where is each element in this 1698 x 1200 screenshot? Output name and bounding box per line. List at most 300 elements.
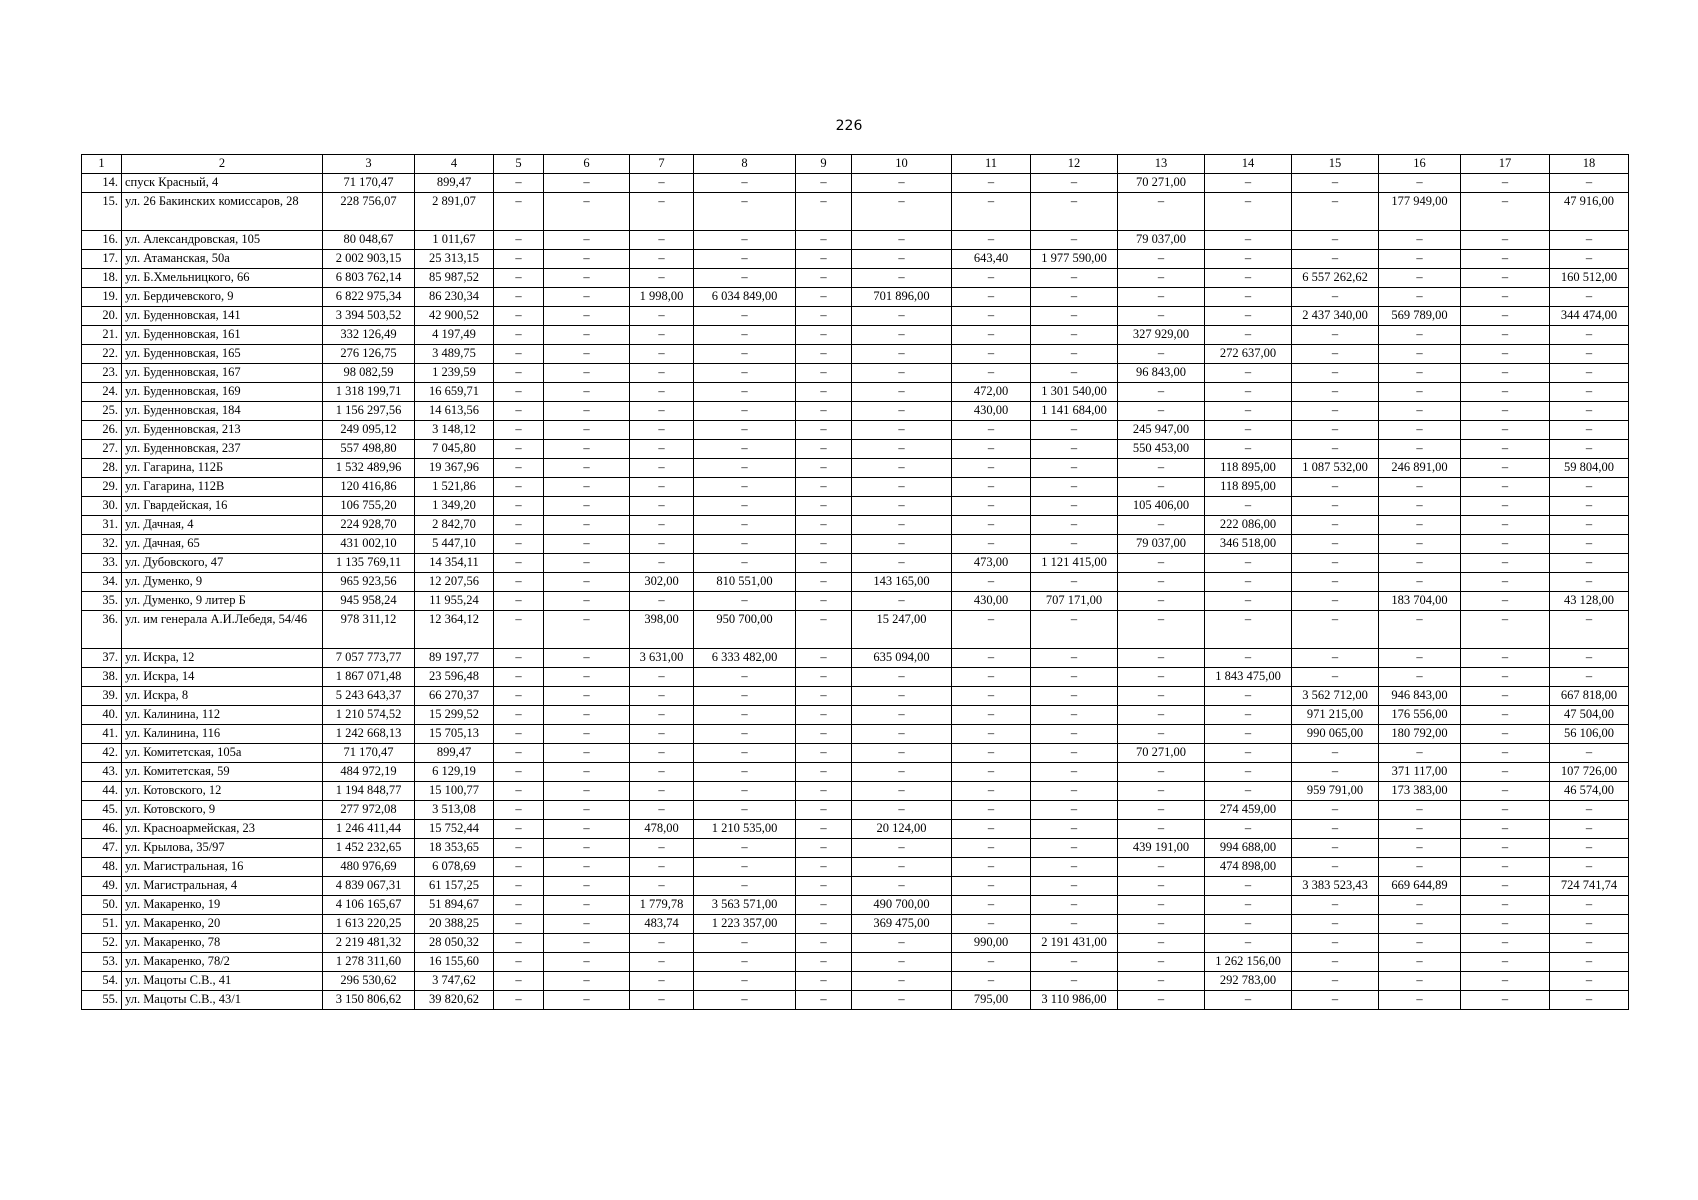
empty-value-cell: – (1031, 269, 1118, 288)
empty-value-cell: – (494, 896, 544, 915)
empty-value-cell: – (1461, 611, 1550, 649)
empty-value-cell: – (1118, 953, 1205, 972)
empty-value-cell: – (544, 820, 630, 839)
empty-value-cell: – (796, 269, 852, 288)
row-number-cell: 40. (82, 706, 122, 725)
table-row (82, 744, 1629, 763)
table-row (82, 231, 1629, 250)
empty-value-cell: – (494, 497, 544, 516)
empty-value-cell: – (796, 687, 852, 706)
empty-value-cell: – (1292, 744, 1379, 763)
empty-value-cell: – (1461, 801, 1550, 820)
row-number-cell: 16. (82, 231, 122, 250)
empty-value-cell: – (796, 763, 852, 782)
empty-value-cell: – (694, 174, 796, 193)
empty-value-cell: – (1205, 326, 1292, 345)
amount-cell: 15 752,44 (415, 820, 494, 839)
empty-value-cell: – (1379, 934, 1461, 953)
empty-value-cell: – (852, 801, 952, 820)
empty-value-cell: – (544, 364, 630, 383)
empty-value-cell: – (1461, 896, 1550, 915)
empty-value-cell: – (494, 877, 544, 896)
table-row (82, 820, 1629, 839)
empty-value-cell: – (1550, 421, 1629, 440)
empty-value-cell: – (1461, 668, 1550, 687)
amount-cell: 47 916,00 (1550, 193, 1629, 231)
empty-value-cell: – (694, 497, 796, 516)
address-cell: ул. Мацоты С.В., 43/1 (122, 991, 323, 1010)
address-cell: ул. Котовского, 9 (122, 801, 323, 820)
table-row (82, 364, 1629, 383)
empty-value-cell: – (494, 364, 544, 383)
empty-value-cell: – (1205, 782, 1292, 801)
amount-cell: 643,40 (952, 250, 1031, 269)
empty-value-cell: – (1461, 497, 1550, 516)
row-number-cell: 48. (82, 858, 122, 877)
empty-value-cell: – (1550, 573, 1629, 592)
empty-value-cell: – (544, 877, 630, 896)
amount-cell: 246 891,00 (1379, 459, 1461, 478)
amount-cell: 1 011,67 (415, 231, 494, 250)
table-row (82, 611, 1629, 649)
empty-value-cell: – (544, 231, 630, 250)
empty-value-cell: – (694, 706, 796, 725)
amount-cell: 245 947,00 (1118, 421, 1205, 440)
empty-value-cell: – (1031, 915, 1118, 934)
table-row (82, 839, 1629, 858)
amount-cell: 1 301 540,00 (1031, 383, 1118, 402)
amount-cell: 277 972,08 (323, 801, 415, 820)
address-cell: ул. Комитетская, 59 (122, 763, 323, 782)
address-cell: ул. Магистральная, 16 (122, 858, 323, 877)
amount-cell: 160 512,00 (1550, 269, 1629, 288)
empty-value-cell: – (630, 991, 694, 1010)
empty-value-cell: – (952, 364, 1031, 383)
table-row (82, 991, 1629, 1010)
amount-cell: 39 820,62 (415, 991, 494, 1010)
amount-cell: 28 050,32 (415, 934, 494, 953)
empty-value-cell: – (544, 896, 630, 915)
column-header: 14 (1205, 155, 1292, 174)
address-cell: ул. Макаренко, 19 (122, 896, 323, 915)
empty-value-cell: – (694, 478, 796, 497)
empty-value-cell: – (1461, 858, 1550, 877)
empty-value-cell: – (1118, 896, 1205, 915)
empty-value-cell: – (1292, 402, 1379, 421)
empty-value-cell: – (852, 592, 952, 611)
address-cell: ул. Буденновская, 165 (122, 345, 323, 364)
amount-cell: 96 843,00 (1118, 364, 1205, 383)
empty-value-cell: – (694, 193, 796, 231)
empty-value-cell: – (1118, 383, 1205, 402)
empty-value-cell: – (1031, 231, 1118, 250)
amount-cell: 42 900,52 (415, 307, 494, 326)
address-cell: ул. Дачная, 4 (122, 516, 323, 535)
empty-value-cell: – (494, 345, 544, 364)
amount-cell: 1 998,00 (630, 288, 694, 307)
empty-value-cell: – (1292, 345, 1379, 364)
empty-value-cell: – (1031, 440, 1118, 459)
address-cell: ул. Думенко, 9 (122, 573, 323, 592)
empty-value-cell: – (852, 934, 952, 953)
empty-value-cell: – (1118, 573, 1205, 592)
empty-value-cell: – (852, 687, 952, 706)
amount-cell: 1 452 232,65 (323, 839, 415, 858)
empty-value-cell: – (796, 839, 852, 858)
empty-value-cell: – (694, 725, 796, 744)
empty-value-cell: – (694, 383, 796, 402)
table-row (82, 383, 1629, 402)
amount-cell: 398,00 (630, 611, 694, 649)
empty-value-cell: – (494, 706, 544, 725)
empty-value-cell: – (494, 250, 544, 269)
empty-value-cell: – (694, 440, 796, 459)
address-cell: ул. Думенко, 9 литер Б (122, 592, 323, 611)
row-number-cell: 26. (82, 421, 122, 440)
empty-value-cell: – (1292, 478, 1379, 497)
table-row (82, 687, 1629, 706)
empty-value-cell: – (1118, 478, 1205, 497)
empty-value-cell: – (1118, 877, 1205, 896)
row-number-cell: 20. (82, 307, 122, 326)
empty-value-cell: – (544, 858, 630, 877)
empty-value-cell: – (694, 592, 796, 611)
empty-value-cell: – (796, 991, 852, 1010)
empty-value-cell: – (694, 554, 796, 573)
amount-cell: 15 100,77 (415, 782, 494, 801)
empty-value-cell: – (694, 307, 796, 326)
empty-value-cell: – (852, 364, 952, 383)
row-number-cell: 46. (82, 820, 122, 839)
empty-value-cell: – (1292, 288, 1379, 307)
amount-cell: 965 923,56 (323, 573, 415, 592)
empty-value-cell: – (694, 269, 796, 288)
empty-value-cell: – (1292, 896, 1379, 915)
empty-value-cell: – (494, 649, 544, 668)
amount-cell: 296 530,62 (323, 972, 415, 991)
empty-value-cell: – (796, 250, 852, 269)
empty-value-cell: – (694, 421, 796, 440)
address-cell: ул. Буденновская, 167 (122, 364, 323, 383)
amount-cell: 899,47 (415, 174, 494, 193)
amount-cell: 1 223 357,00 (694, 915, 796, 934)
table-row (82, 592, 1629, 611)
amount-cell: 224 928,70 (323, 516, 415, 535)
empty-value-cell: – (852, 307, 952, 326)
empty-value-cell: – (1379, 421, 1461, 440)
empty-value-cell: – (952, 706, 1031, 725)
empty-value-cell: – (1205, 877, 1292, 896)
table-row (82, 535, 1629, 554)
amount-cell: 1 194 848,77 (323, 782, 415, 801)
address-cell: ул. Буденновская, 237 (122, 440, 323, 459)
empty-value-cell: – (1205, 687, 1292, 706)
amount-cell: 6 803 762,14 (323, 269, 415, 288)
empty-value-cell: – (630, 839, 694, 858)
row-number-cell: 18. (82, 269, 122, 288)
empty-value-cell: – (694, 934, 796, 953)
empty-value-cell: – (630, 383, 694, 402)
empty-value-cell: – (1379, 269, 1461, 288)
address-cell: ул. Дачная, 65 (122, 535, 323, 554)
empty-value-cell: – (1550, 288, 1629, 307)
empty-value-cell: – (952, 877, 1031, 896)
empty-value-cell: – (630, 231, 694, 250)
amount-cell: 3 110 986,00 (1031, 991, 1118, 1010)
column-header: 1 (82, 155, 122, 174)
empty-value-cell: – (494, 421, 544, 440)
table-row (82, 307, 1629, 326)
empty-value-cell: – (1118, 915, 1205, 934)
row-number-cell: 51. (82, 915, 122, 934)
amount-cell: 950 700,00 (694, 611, 796, 649)
empty-value-cell: – (694, 839, 796, 858)
amount-cell: 11 955,24 (415, 592, 494, 611)
empty-value-cell: – (494, 782, 544, 801)
table-row (82, 573, 1629, 592)
empty-value-cell: – (1550, 839, 1629, 858)
empty-value-cell: – (494, 934, 544, 953)
empty-value-cell: – (1379, 250, 1461, 269)
empty-value-cell: – (796, 307, 852, 326)
table-row (82, 174, 1629, 193)
amount-cell: 3 148,12 (415, 421, 494, 440)
data-table (81, 154, 1629, 1010)
address-cell: ул. Б.Хмельницкого, 66 (122, 269, 323, 288)
empty-value-cell: – (1550, 554, 1629, 573)
address-cell: ул. Буденновская, 141 (122, 307, 323, 326)
column-header: 10 (852, 155, 952, 174)
table-row (82, 915, 1629, 934)
empty-value-cell: – (1292, 250, 1379, 269)
empty-value-cell: – (1031, 668, 1118, 687)
empty-value-cell: – (1118, 972, 1205, 991)
empty-value-cell: – (1205, 174, 1292, 193)
empty-value-cell: – (1205, 554, 1292, 573)
empty-value-cell: – (544, 915, 630, 934)
amount-cell: 2 842,70 (415, 516, 494, 535)
amount-cell: 7 045,80 (415, 440, 494, 459)
table-row (82, 934, 1629, 953)
empty-value-cell: – (1292, 915, 1379, 934)
empty-value-cell: – (544, 288, 630, 307)
row-number-cell: 53. (82, 953, 122, 972)
empty-value-cell: – (1292, 820, 1379, 839)
table-row (82, 896, 1629, 915)
empty-value-cell: – (1461, 592, 1550, 611)
empty-value-cell: – (1379, 573, 1461, 592)
amount-cell: 344 474,00 (1550, 307, 1629, 326)
amount-cell: 19 367,96 (415, 459, 494, 478)
amount-cell: 12 207,56 (415, 573, 494, 592)
empty-value-cell: – (694, 516, 796, 535)
amount-cell: 47 504,00 (1550, 706, 1629, 725)
empty-value-cell: – (1292, 383, 1379, 402)
address-cell: ул. Александровская, 105 (122, 231, 323, 250)
row-number-cell: 47. (82, 839, 122, 858)
empty-value-cell: – (1461, 877, 1550, 896)
empty-value-cell: – (1461, 326, 1550, 345)
empty-value-cell: – (494, 288, 544, 307)
amount-cell: 276 126,75 (323, 345, 415, 364)
empty-value-cell: – (544, 440, 630, 459)
amount-cell: 14 613,56 (415, 402, 494, 421)
empty-value-cell: – (796, 934, 852, 953)
address-cell: ул. Бердичевского, 9 (122, 288, 323, 307)
empty-value-cell: – (1379, 649, 1461, 668)
empty-value-cell: – (952, 231, 1031, 250)
row-number-cell: 15. (82, 193, 122, 231)
table-row (82, 972, 1629, 991)
empty-value-cell: – (1205, 307, 1292, 326)
empty-value-cell: – (494, 440, 544, 459)
empty-value-cell: – (796, 383, 852, 402)
empty-value-cell: – (796, 174, 852, 193)
empty-value-cell: – (1461, 744, 1550, 763)
empty-value-cell: – (1550, 649, 1629, 668)
empty-value-cell: – (630, 269, 694, 288)
empty-value-cell: – (1031, 839, 1118, 858)
empty-value-cell: – (1461, 649, 1550, 668)
empty-value-cell: – (1379, 858, 1461, 877)
amount-cell: 431 002,10 (323, 535, 415, 554)
table-row (82, 953, 1629, 972)
empty-value-cell: – (1292, 326, 1379, 345)
empty-value-cell: – (694, 402, 796, 421)
amount-cell: 71 170,47 (323, 744, 415, 763)
empty-value-cell: – (1205, 421, 1292, 440)
empty-value-cell: – (1379, 744, 1461, 763)
empty-value-cell: – (494, 839, 544, 858)
empty-value-cell: – (694, 782, 796, 801)
amount-cell: 1 349,20 (415, 497, 494, 516)
amount-cell: 1 843 475,00 (1205, 668, 1292, 687)
row-number-cell: 41. (82, 725, 122, 744)
amount-cell: 667 818,00 (1550, 687, 1629, 706)
empty-value-cell: – (952, 782, 1031, 801)
empty-value-cell: – (1550, 668, 1629, 687)
empty-value-cell: – (796, 820, 852, 839)
empty-value-cell: – (494, 953, 544, 972)
empty-value-cell: – (852, 744, 952, 763)
amount-cell: 701 896,00 (852, 288, 952, 307)
empty-value-cell: – (694, 877, 796, 896)
empty-value-cell: – (796, 193, 852, 231)
empty-value-cell: – (1379, 364, 1461, 383)
amount-cell: 945 958,24 (323, 592, 415, 611)
empty-value-cell: – (952, 288, 1031, 307)
empty-value-cell: – (694, 991, 796, 1010)
empty-value-cell: – (630, 364, 694, 383)
table-row (82, 269, 1629, 288)
column-header: 11 (952, 155, 1031, 174)
empty-value-cell: – (1118, 991, 1205, 1010)
empty-value-cell: – (544, 687, 630, 706)
empty-value-cell: – (494, 269, 544, 288)
empty-value-cell: – (1461, 288, 1550, 307)
empty-value-cell: – (796, 592, 852, 611)
amount-cell: 439 191,00 (1118, 839, 1205, 858)
row-number-cell: 28. (82, 459, 122, 478)
empty-value-cell: – (952, 459, 1031, 478)
column-header: 18 (1550, 155, 1629, 174)
empty-value-cell: – (1379, 174, 1461, 193)
table-header-row (82, 155, 1629, 174)
amount-cell: 327 929,00 (1118, 326, 1205, 345)
empty-value-cell: – (694, 668, 796, 687)
empty-value-cell: – (1031, 516, 1118, 535)
table-row (82, 193, 1629, 231)
empty-value-cell: – (1379, 288, 1461, 307)
amount-cell: 3 631,00 (630, 649, 694, 668)
address-cell: ул. Искра, 8 (122, 687, 323, 706)
empty-value-cell: – (1118, 763, 1205, 782)
empty-value-cell: – (544, 307, 630, 326)
amount-cell: 810 551,00 (694, 573, 796, 592)
address-cell: ул. Дубовского, 47 (122, 554, 323, 573)
empty-value-cell: – (952, 668, 1031, 687)
row-number-cell: 33. (82, 554, 122, 573)
empty-value-cell: – (1379, 326, 1461, 345)
amount-cell: 23 596,48 (415, 668, 494, 687)
amount-cell: 724 741,74 (1550, 877, 1629, 896)
empty-value-cell: – (952, 326, 1031, 345)
empty-value-cell: – (630, 402, 694, 421)
empty-value-cell: – (1205, 402, 1292, 421)
empty-value-cell: – (796, 478, 852, 497)
amount-cell: 557 498,80 (323, 440, 415, 459)
empty-value-cell: – (952, 820, 1031, 839)
empty-value-cell: – (1292, 649, 1379, 668)
amount-cell: 105 406,00 (1118, 497, 1205, 516)
empty-value-cell: – (630, 535, 694, 554)
empty-value-cell: – (1461, 383, 1550, 402)
empty-value-cell: – (494, 174, 544, 193)
amount-cell: 1 246 411,44 (323, 820, 415, 839)
table-row (82, 516, 1629, 535)
empty-value-cell: – (852, 554, 952, 573)
empty-value-cell: – (630, 345, 694, 364)
table-row (82, 554, 1629, 573)
empty-value-cell: – (630, 953, 694, 972)
amount-cell: 2 219 481,32 (323, 934, 415, 953)
empty-value-cell: – (1379, 668, 1461, 687)
empty-value-cell: – (494, 231, 544, 250)
empty-value-cell: – (494, 307, 544, 326)
empty-value-cell: – (1461, 953, 1550, 972)
amount-cell: 2 437 340,00 (1292, 307, 1379, 326)
empty-value-cell: – (1205, 725, 1292, 744)
empty-value-cell: – (796, 706, 852, 725)
empty-value-cell: – (796, 744, 852, 763)
empty-value-cell: – (494, 991, 544, 1010)
empty-value-cell: – (952, 744, 1031, 763)
empty-value-cell: – (852, 269, 952, 288)
empty-value-cell: – (494, 478, 544, 497)
table-row (82, 706, 1629, 725)
amount-cell: 61 157,25 (415, 877, 494, 896)
row-number-cell: 14. (82, 174, 122, 193)
empty-value-cell: – (1292, 839, 1379, 858)
table-row (82, 782, 1629, 801)
empty-value-cell: – (694, 687, 796, 706)
row-number-cell: 23. (82, 364, 122, 383)
amount-cell: 472,00 (952, 383, 1031, 402)
empty-value-cell: – (1379, 972, 1461, 991)
row-number-cell: 37. (82, 649, 122, 668)
column-header: 8 (694, 155, 796, 174)
empty-value-cell: – (1118, 649, 1205, 668)
